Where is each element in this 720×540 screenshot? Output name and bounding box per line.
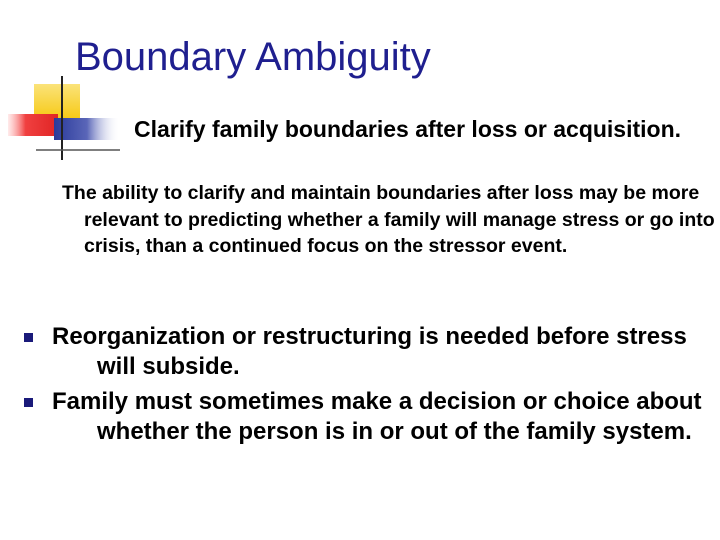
slide-title: Boundary Ambiguity [75,35,431,79]
corner-decoration [0,70,120,170]
square-bullet-icon [24,333,33,342]
bullet-item [24,322,704,381]
body-note: The ability to clarify and maintain boundaries after loss may be more relevant to predicting whether a family will manage stress or go into crisis, than a continued focus on the stressor event. [62,182,715,257]
bullet-list [24,322,704,452]
decor-blue-bar [54,118,120,140]
subheading: Clarify family boundaries after loss or acquisition. [134,116,682,142]
bullet-text: Reorganization or restructuring is needed before stress will subside. [52,323,687,380]
decor-red-bar [8,114,58,136]
bullet-item [24,387,704,446]
square-bullet-icon [24,398,33,407]
bullet-text: Family must sometimes make a decision or choice about whether the person is in or out of the family system. [52,388,702,445]
